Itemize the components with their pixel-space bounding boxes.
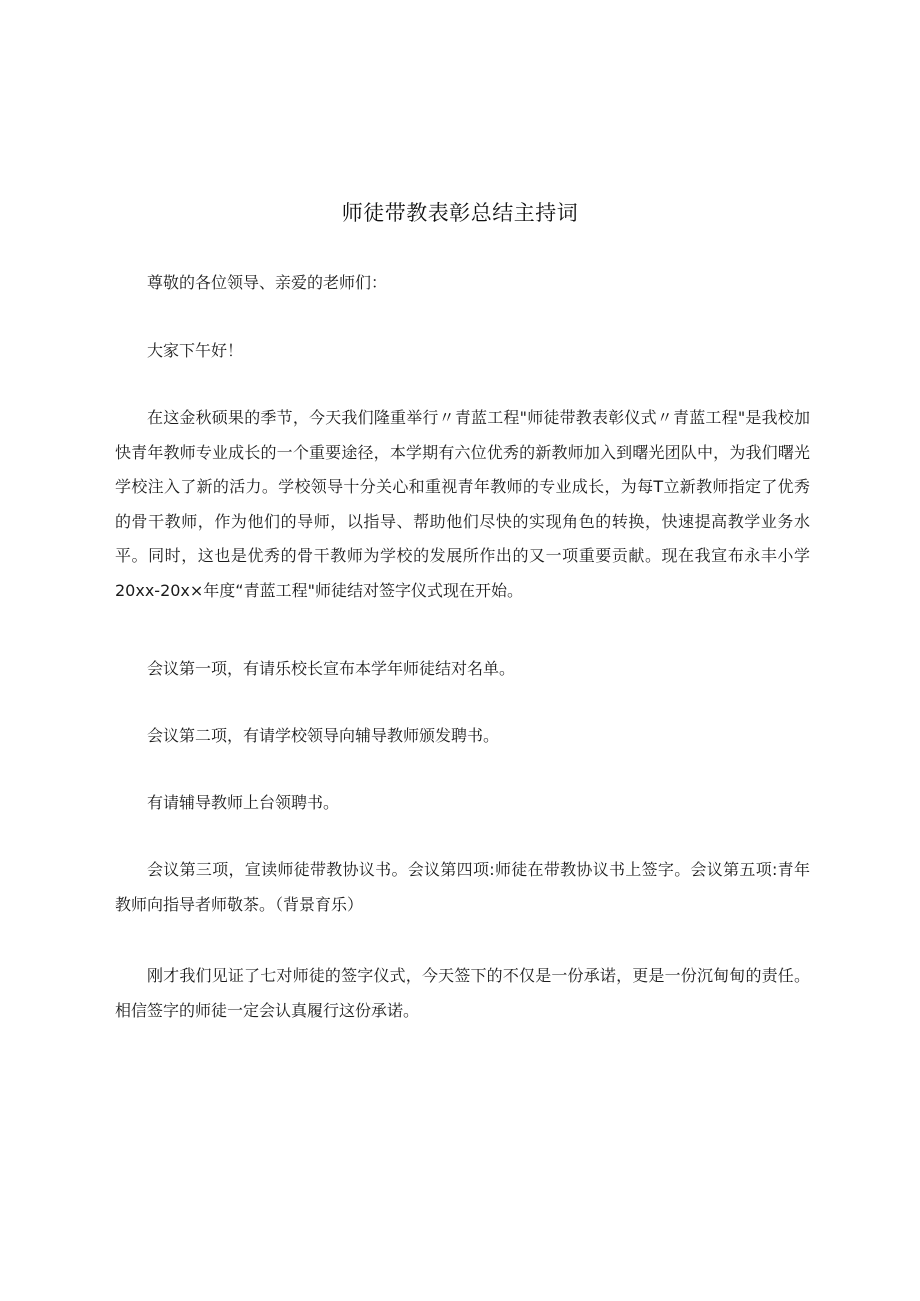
page-title: 师徒带教表彰总结主持词 — [341, 201, 579, 225]
intro-paragraph: 在这金秋硕果的季节，今天我们隆重举行〃青蓝工程"师徒带教表彰仪式〃青蓝工程"是我校加快青年教师专业成长的一个重要途径，本学期有六位优秀的新教师加入到曙光团队中，为我们曙光学校注入了新的活力。学校领导十分关心和重视青年教师的专业成长，为每T立新教师指定了优秀的骨干教师，作为他们的导师，以指导、帮助他们尽快的实现角色的转换，快速提高教学业务水平。同时，这也是优秀的骨干教师为学校的发展所作出的又一项重要贡献。现在我宣布永丰小学20xx-20x×年度“青蓝工程"师徒结对签字仪式现在开始。 — [115, 408, 810, 600]
greeting-paragraph: 大家下午好！ — [147, 341, 244, 360]
certificate-collection-paragraph: 有请辅导教师上台领聘书。 — [147, 793, 340, 812]
closing-paragraph: 刚才我们见证了七对师徒的签字仪式，今天签下的不仅是一份承诺，更是一份沉甸甸的责任。相信签字的师徒一定会认真履行这份承诺。 — [115, 966, 810, 1020]
agenda-items-3-5-paragraph: 会议第三项，宣读师徒带教协议书。会议第四项:师徒在带教协议书上签字。会议第五项:青年教师向指导者师敬茶。（背景育乐） — [115, 860, 810, 914]
salutation-paragraph: 尊敬的各位领导、亲爱的老师们： — [147, 273, 388, 292]
agenda-item-2-paragraph: 会议第二项，有请学校领导向辅导教师颁发聘书。 — [147, 726, 500, 745]
agenda-item-1-paragraph: 会议第一项，有请乐校长宣布本学年师徒结对名单。 — [147, 659, 516, 678]
